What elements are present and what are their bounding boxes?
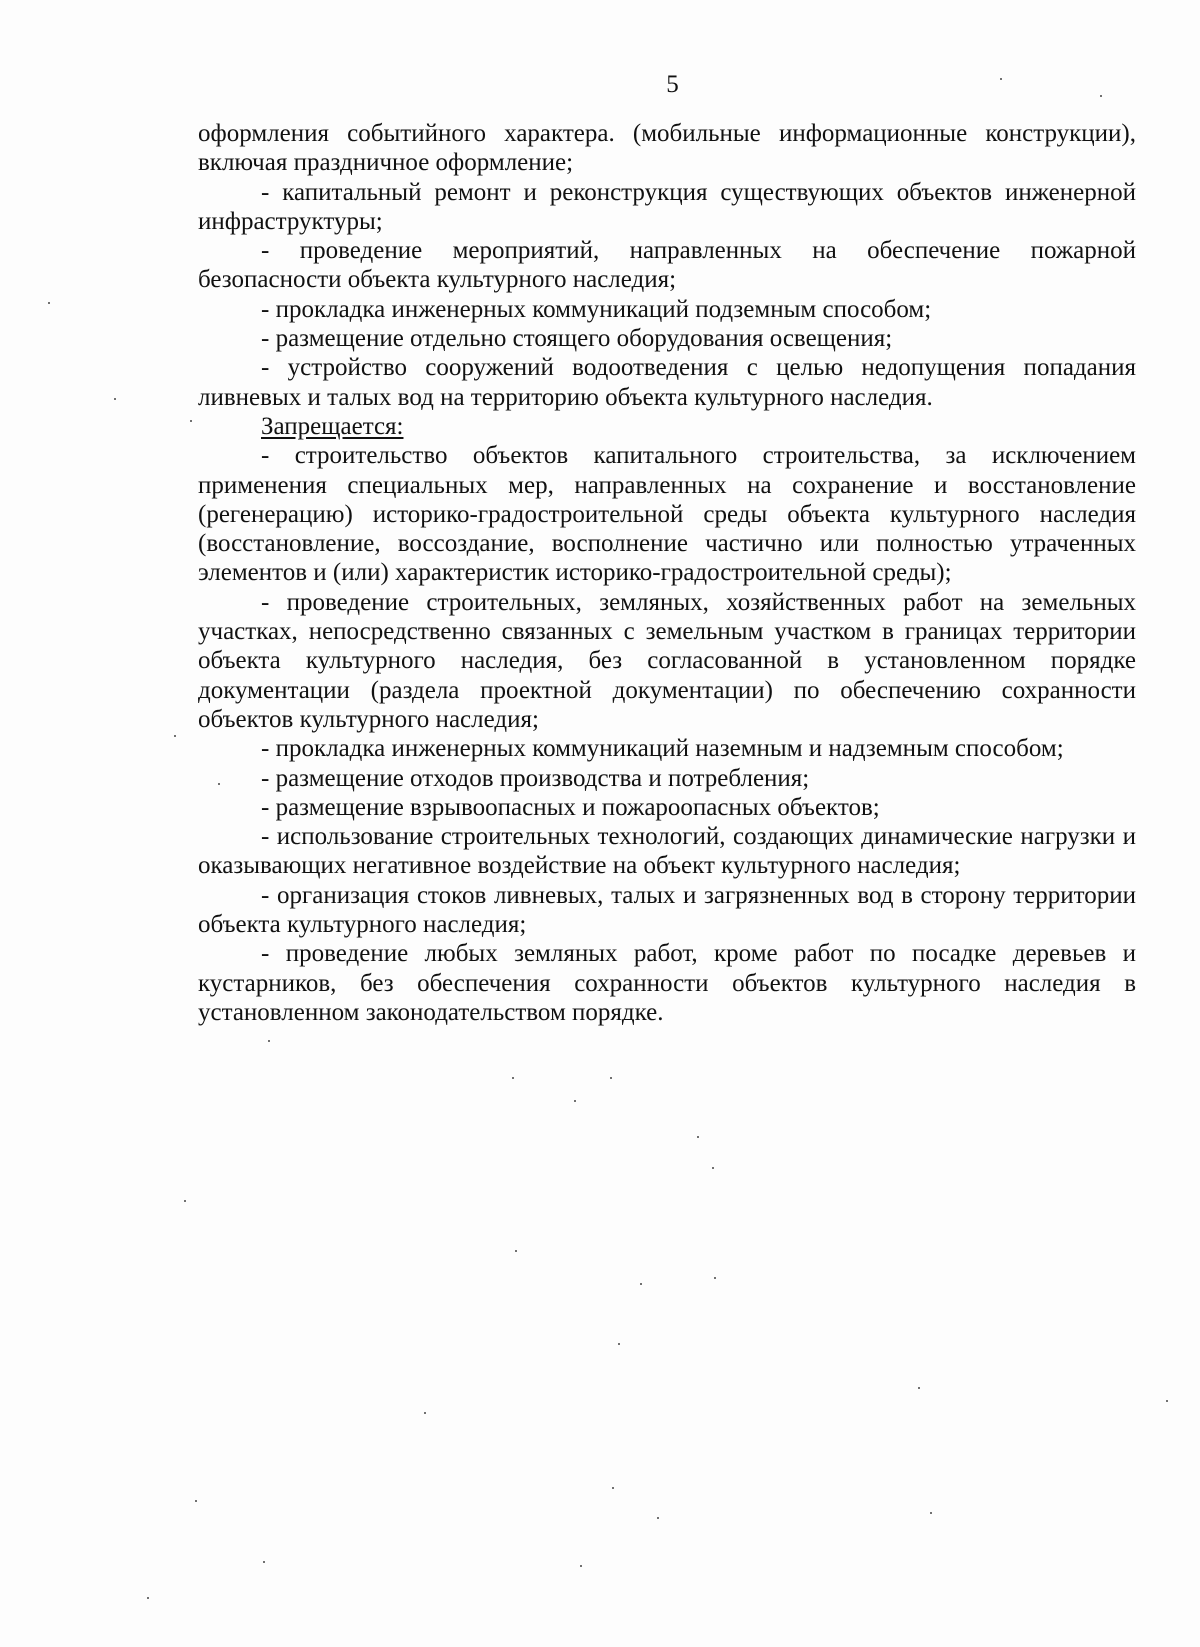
list-item: - устройство сооружений водоотведения с целью недопущения попадания ливневых и талых вод на территорию объекта культурного наследия. [198,354,1136,411]
scan-speck [697,1136,699,1138]
paragraph-continuation: оформления событийного характера. (мобильные информационные конструкции), включая праздничное оформление; [198,120,1136,177]
list-item: - организация стоков ливневых, талых и загрязненных вод в сторону территории объекта культурного наследия; [198,881,1136,939]
scan-speck [48,302,50,304]
scan-speck [640,1283,642,1285]
scan-speck [1166,1400,1168,1402]
list-item: - размещение взрывоопасных и пожароопасных объектов; [261,793,880,821]
scan-speck [1000,78,1002,80]
scan-speck [424,1412,426,1414]
list-item: - прокладка инженерных коммуникаций наземным и надземным способом; [261,735,1064,763]
scan-speck [515,1250,517,1252]
scan-speck [184,1200,186,1202]
list-item: - размещение отходов производства и потребления; [261,764,810,792]
scan-speck [114,398,116,400]
scan-speck [610,1077,612,1079]
list-item: - проведение мероприятий, направленных на обеспечение пожарной безопасности объекта культурного наследия; [198,237,1136,294]
scan-speck [580,1565,582,1567]
document-body [198,119,1136,1027]
scan-speck [195,1500,197,1502]
scan-speck [147,1597,149,1599]
scan-speck [218,783,220,785]
scan-speck [263,1561,265,1563]
page-number: 5 [666,71,679,98]
scan-speck [574,1100,576,1102]
scan-speck [190,420,192,422]
list-item: - использование строительных технологий, создающих динамические нагрузки и оказывающих негативное воздействие на объект культурного наследия; [198,823,1136,880]
scan-speck [712,1167,714,1169]
list-item: - строительство объектов капитального строительства, за исключением применения специальных мер, направленных на сохранение и восстановление (регенерацию) историко-градостроительной среды объекта культурного наследия (восстановление, воссоздание, восполнение частично или полностью утраченных элементов и (или) характеристик историко-градостроительной среды); [198,442,1136,587]
scan-speck [657,1517,659,1519]
list-item: - размещение отдельно стоящего оборудования освещения; [261,325,893,353]
scan-speck [918,1387,920,1389]
section-heading-label: Запрещается: [261,412,404,440]
scan-speck [714,1277,716,1279]
section-heading-prohibited [198,412,1136,441]
scan-speck [268,1040,270,1042]
scan-speck [612,1487,614,1489]
list-item: - проведение любых земляных работ, кроме работ по посадке деревьев и кустарников, без обеспечения сохранности объектов культурного наследия в установленном законодательством порядке. [198,940,1136,1026]
list-item: - капитальный ремонт и реконструкция существующих объектов инженерной инфраструктуры; [198,178,1136,235]
scan-speck [1100,95,1102,97]
scan-speck [512,1077,514,1079]
scan-speck [930,1512,932,1514]
list-item: - прокладка инженерных коммуникаций подземным способом; [261,295,932,323]
scan-speck [174,735,176,737]
list-item: - проведение строительных, земляных, хозяйственных работ на земельных участках, непосредственно связанных с земельным участком в границах территории объекта культурного наследия, без согласованной в установленном порядке документации (раздела проектной документации) по обеспечению сохранности объектов культурного наследия; [198,588,1136,733]
scan-speck [618,1343,620,1345]
